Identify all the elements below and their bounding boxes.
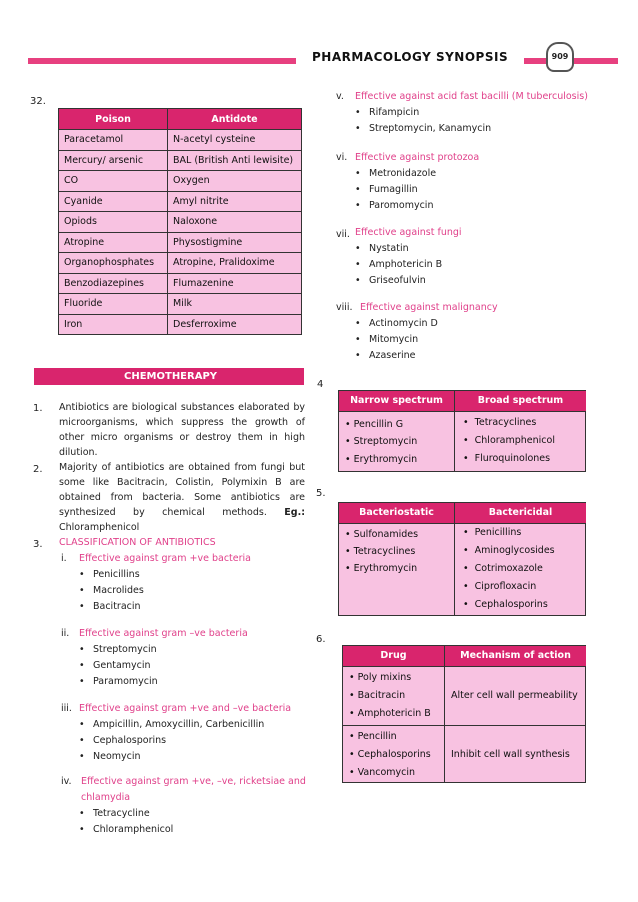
chemotherapy-banner: CHEMOTHERAPY <box>34 368 304 385</box>
list-item-text: Vancomycin <box>357 767 416 778</box>
antidote-cell: Physostigmine <box>168 232 302 253</box>
question-number-4: 4 <box>317 379 324 390</box>
list-item-text: Pencillin G <box>353 419 404 430</box>
poison-cell: Opiods <box>59 212 168 233</box>
list-item: • Tetracyclines <box>463 417 537 428</box>
list-item-text: Poly mixins <box>357 672 412 683</box>
table-row <box>59 253 302 274</box>
list-item-text: Tetracyclines <box>353 546 416 557</box>
antidote-cell: Naloxone <box>168 212 302 233</box>
table-row <box>59 150 302 171</box>
table-divider <box>444 646 445 782</box>
antidote-cell: Oxygen <box>168 171 302 192</box>
group-heading-gram-both: Effective against gram +ve and –ve bacteria <box>79 703 292 714</box>
antidote-cell: Amyl nitrite <box>168 191 302 212</box>
table-divider <box>343 666 585 667</box>
list-item: • Penicillins <box>79 569 140 580</box>
paragraph-antibiotic-sources <box>59 460 305 535</box>
group-heading-acid-fast: Effective against acid fast bacilli (M tuberculosis) <box>355 91 588 102</box>
list-item-text: Aminoglycosides <box>474 545 555 556</box>
group-heading-broad-line1: Effective against gram +ve, –ve, ricketsiae and <box>81 776 306 787</box>
list-item: • Amphotericin B <box>349 708 431 719</box>
list-item: • Poly mixins <box>349 672 412 683</box>
list-item-text: Erythromycin <box>353 563 418 574</box>
antidote-cell: N-acetyl cysteine <box>168 130 302 151</box>
antidote-cell: Desferroxime <box>168 314 302 335</box>
list-item: • Tetracyclines <box>345 546 416 557</box>
list-item-text: Penicillins <box>474 527 522 538</box>
table-row <box>59 273 302 294</box>
list-item-text: Amphotericin B <box>357 708 431 719</box>
list-item: • Tetracycline <box>79 808 150 819</box>
list-item: • Erythromycin <box>345 563 418 574</box>
mechanism-table <box>342 645 586 783</box>
poison-cell: Iron <box>59 314 168 335</box>
table-row <box>59 130 302 151</box>
list-item: • Nystatin <box>355 243 409 254</box>
poison-antidote-table <box>58 108 302 335</box>
point-number-2: 2. <box>33 464 43 475</box>
list-item: • Ciprofloxacin <box>463 581 537 592</box>
list-item: • Penicillins <box>463 527 522 538</box>
group-heading-broad <box>81 776 307 787</box>
example-label: Eg.: <box>284 507 305 518</box>
group-heading-gram-negative: Effective against gram –ve bacteria <box>79 628 248 639</box>
poison-cell: Cyanide <box>59 191 168 212</box>
group-number-iv: iv. <box>61 776 72 787</box>
list-item: • Sulfonamides <box>345 529 419 540</box>
group-number-vi: vi. <box>336 152 348 163</box>
table-row <box>59 232 302 253</box>
paragraph-antibiotic-sources-text: Majority of antibiotics are obtained from fungi but some like Bacitracin, Colistin, Polymixin B are obtained from bacteria. Some antibiotics are synthesized by chemical methods. <box>59 462 305 518</box>
question-number-5: 5. <box>316 488 326 499</box>
classification-heading: CLASSIFICATION OF ANTIBIOTICS <box>59 537 216 548</box>
table-divider <box>454 391 455 471</box>
poison-cell: Benzodiazepines <box>59 273 168 294</box>
column-header-bacteriostatic: Bacteriostatic <box>339 503 454 523</box>
poison-cell: CO <box>59 171 168 192</box>
group-heading-malignancy: Effective against malignancy <box>360 302 498 313</box>
list-item: • Fumagillin <box>355 184 418 195</box>
table-row <box>59 294 302 315</box>
list-item: • Actinomycin D <box>355 318 438 329</box>
list-item: • Cephalosporins <box>349 749 431 760</box>
list-item: • Gentamycin <box>79 660 151 671</box>
list-item: • Paramomycin <box>79 676 158 687</box>
table-divider <box>339 523 585 524</box>
paragraph-antibiotics-definition: Antibiotics are biological substances elaborated by microorganisms, which suppress the growth of other micro organisms or destroy them in high dilution. <box>59 402 305 458</box>
group-number-v: v. <box>336 91 344 102</box>
example-text: Chloramphenicol <box>59 522 140 533</box>
poison-cell: Fluoride <box>59 294 168 315</box>
header-title: PHARMACOLOGY SYNOPSIS <box>296 46 524 68</box>
question-number-32: 32. <box>30 96 46 107</box>
group-number-ii: ii. <box>61 628 70 639</box>
antidote-cell: Milk <box>168 294 302 315</box>
list-item-text: Bacitracin <box>357 690 406 701</box>
column-header-antidote: Antidote <box>168 109 302 130</box>
table-row <box>59 212 302 233</box>
list-item-text: Cephalosporins <box>357 749 431 760</box>
group-number-vii: vii. <box>336 229 350 240</box>
list-item: • Bacitracin <box>349 690 406 701</box>
list-item-text: Chloramphenicol <box>474 435 555 446</box>
list-item: • Ampicillin, Amoxycillin, Carbenicillin <box>79 719 264 730</box>
list-item: • Pencillin <box>349 731 397 742</box>
table-divider <box>339 411 585 412</box>
list-item: • Fluroquinolones <box>463 453 551 464</box>
column-header-drug: Drug <box>343 646 444 666</box>
list-item: • Mitomycin <box>355 334 418 345</box>
column-header-narrow: Narrow spectrum <box>339 391 454 411</box>
list-item-text: Cephalosporins <box>474 599 548 610</box>
list-item: • Cotrimoxazole <box>463 563 543 574</box>
list-item-text: Erythromycin <box>353 454 418 465</box>
list-item: • Metronidazole <box>355 168 436 179</box>
antidote-cell: BAL (British Anti lewisite) <box>168 150 302 171</box>
list-item-text: Streptomycin <box>353 436 418 447</box>
list-item-text: Ciprofloxacin <box>474 581 537 592</box>
list-item-text: Sulfonamides <box>353 529 419 540</box>
mechanism-text: Inhibit cell wall synthesis <box>451 749 570 760</box>
group-heading-fungi: Effective against fungi <box>355 227 462 238</box>
list-item: • Erythromycin <box>345 454 418 465</box>
page-number-tooth-icon: 909 <box>546 42 574 72</box>
table-row <box>59 191 302 212</box>
mechanism-text: Alter cell wall permeability <box>451 690 578 701</box>
list-item: • Streptomycin <box>79 644 157 655</box>
list-item: • Amphotericin B <box>355 259 442 270</box>
list-item: • Neomycin <box>79 751 141 762</box>
list-item-text: Cotrimoxazole <box>474 563 543 574</box>
list-item: • Rifampicin <box>355 107 419 118</box>
point-number-3: 3. <box>33 539 43 550</box>
column-header-bactericidal: Bactericidal <box>455 503 586 523</box>
antidote-cell: Atropine, Pralidoxime <box>168 253 302 274</box>
list-item-text: Fluroquinolones <box>474 453 551 464</box>
poison-cell: Organophosphates <box>59 253 168 274</box>
table-row <box>59 314 302 335</box>
poison-cell: Atropine <box>59 232 168 253</box>
list-item: • Vancomycin <box>349 767 416 778</box>
list-item: • Streptomycin <box>345 436 418 447</box>
group-heading-gram-positive: Effective against gram +ve bacteria <box>79 553 251 564</box>
list-item: • Aminoglycosides <box>463 545 555 556</box>
group-heading-protozoa: Effective against protozoa <box>355 152 480 163</box>
list-item-text: Tetracyclines <box>474 417 537 428</box>
column-header-broad: Broad spectrum <box>455 391 586 411</box>
group-number-i: i. <box>61 553 67 564</box>
group-heading-broad-line2: chlamydia <box>81 792 131 803</box>
table-divider <box>454 503 455 615</box>
poison-cell: Mercury/ arsenic <box>59 150 168 171</box>
list-item: • Streptomycin, Kanamycin <box>355 123 491 134</box>
group-number-viii: viii. <box>336 302 353 313</box>
column-header-mechanism: Mechanism of action <box>445 646 586 666</box>
list-item: • Paromomycin <box>355 200 433 211</box>
column-header-poison: Poison <box>59 109 168 130</box>
list-item: • Cephalosporins <box>463 599 548 610</box>
list-item: • Chloramphenicol <box>79 824 173 835</box>
table-divider <box>343 725 585 726</box>
list-item: • Pencillin G <box>345 419 404 430</box>
question-number-6: 6. <box>316 634 326 645</box>
list-item-text: Pencillin <box>357 731 397 742</box>
list-item: • Chloramphenicol <box>463 435 555 446</box>
antidote-cell: Flumazenine <box>168 273 302 294</box>
list-item: • Bacitracin <box>79 601 141 612</box>
bacteriostatic-table <box>338 502 586 616</box>
list-item: • Cephalosporins <box>79 735 166 746</box>
group-number-iii: iii. <box>61 703 72 714</box>
list-item: • Griseofulvin <box>355 275 426 286</box>
list-item: • Azaserine <box>355 350 416 361</box>
poison-cell: Paracetamol <box>59 130 168 151</box>
table-row <box>59 171 302 192</box>
point-number-1: 1. <box>33 403 43 414</box>
list-item: • Macrolides <box>79 585 144 596</box>
spectrum-table <box>338 390 586 472</box>
